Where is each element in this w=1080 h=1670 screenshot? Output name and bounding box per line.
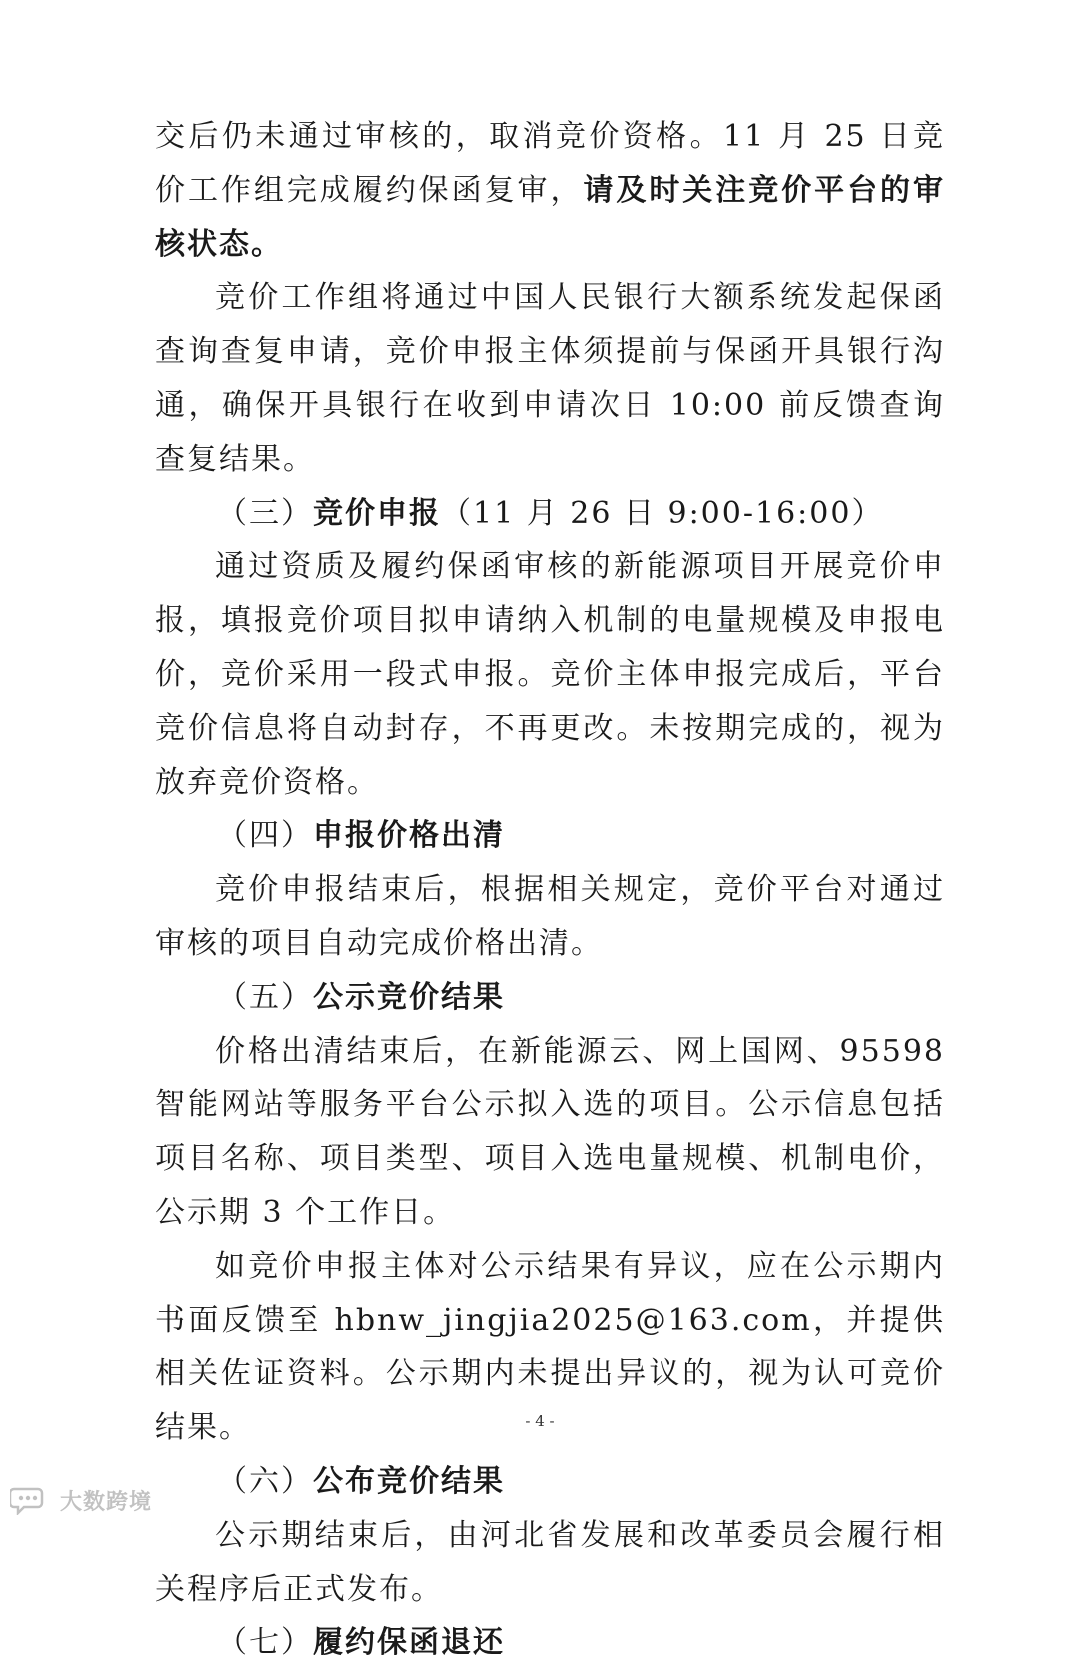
section-heading-3	[155, 487, 945, 541]
section-heading-4	[155, 809, 945, 863]
heading-title: 竞价申报	[313, 495, 441, 531]
heading-number: （七）	[217, 1625, 313, 1661]
paragraph-1-bold-notice: 请及时关注竞价平台的审核状态。	[155, 172, 946, 262]
heading-title: 履约保函退还	[313, 1625, 505, 1661]
paragraph-2: 竞价工作组将通过中国人民银行大额系统发起保函查询查复申请，竞价申报主体须提前与保函开具银行沟通，确保开具银行在收到申请次日 10:00 前反馈查询查复结果。	[155, 280, 945, 477]
heading-time-range: （11 月 26 日 9:00-16:00）	[441, 495, 884, 531]
paragraph-11: 公示期结束后，由河北省发展和改革委员会履行相关程序后正式发布。	[155, 1517, 945, 1607]
watermark-text: 大数跨境	[60, 1489, 153, 1515]
paragraph-1-text: 交后仍未通过审核的，取消竞价资格。11 月 25 日竞价工作组完成履约保函复审，	[155, 119, 945, 208]
watermark	[10, 1482, 152, 1518]
section-heading-5	[155, 971, 945, 1025]
heading-number: （四）	[217, 818, 313, 854]
page-number: - 4 -	[525, 1412, 555, 1430]
heading-title: 公布竞价结果	[313, 1463, 505, 1499]
heading-title: 公示竞价结果	[313, 979, 505, 1015]
section-heading-7	[155, 1616, 945, 1670]
paragraph-4: 通过资质及履约保函审核的新能源项目开展竞价申报，填报竞价项目拟申请纳入机制的电量规模及申报电价，竞价采用一段式申报。竞价主体申报完成后，平台竞价信息将自动封存，不再更改。未按期完成的，视为放弃竞价资格。	[155, 549, 945, 800]
paragraph-6: 竞价申报结束后，根据相关规定，竞价平台对通过审核的项目自动完成价格出清。	[155, 872, 945, 961]
document-body	[155, 110, 945, 1670]
paragraph-1	[155, 110, 945, 271]
heading-title: 申报价格出清	[313, 818, 505, 854]
heading-number: （五）	[217, 979, 313, 1015]
section-heading-6	[155, 1455, 945, 1509]
chat-bubble-logo-icon	[10, 1485, 54, 1515]
heading-number: （六）	[217, 1463, 313, 1499]
paragraph-9: 如竞价申报主体对公示结果有异议，应在公示期内书面反馈至 hbnw_jingjia2025@163.com，并提供相关佐证资料。公示期内未提出异议的，视为认可竞价结果。	[155, 1248, 945, 1446]
heading-number: （三）	[217, 495, 313, 531]
paragraph-8: 价格出清结束后，在新能源云、网上国网、95598 智能网站等服务平台公示拟入选的项目。公示信息包括项目名称、项目类型、项目入选电量规模、机制电价，公示期 3 个工作日。	[155, 1033, 945, 1230]
